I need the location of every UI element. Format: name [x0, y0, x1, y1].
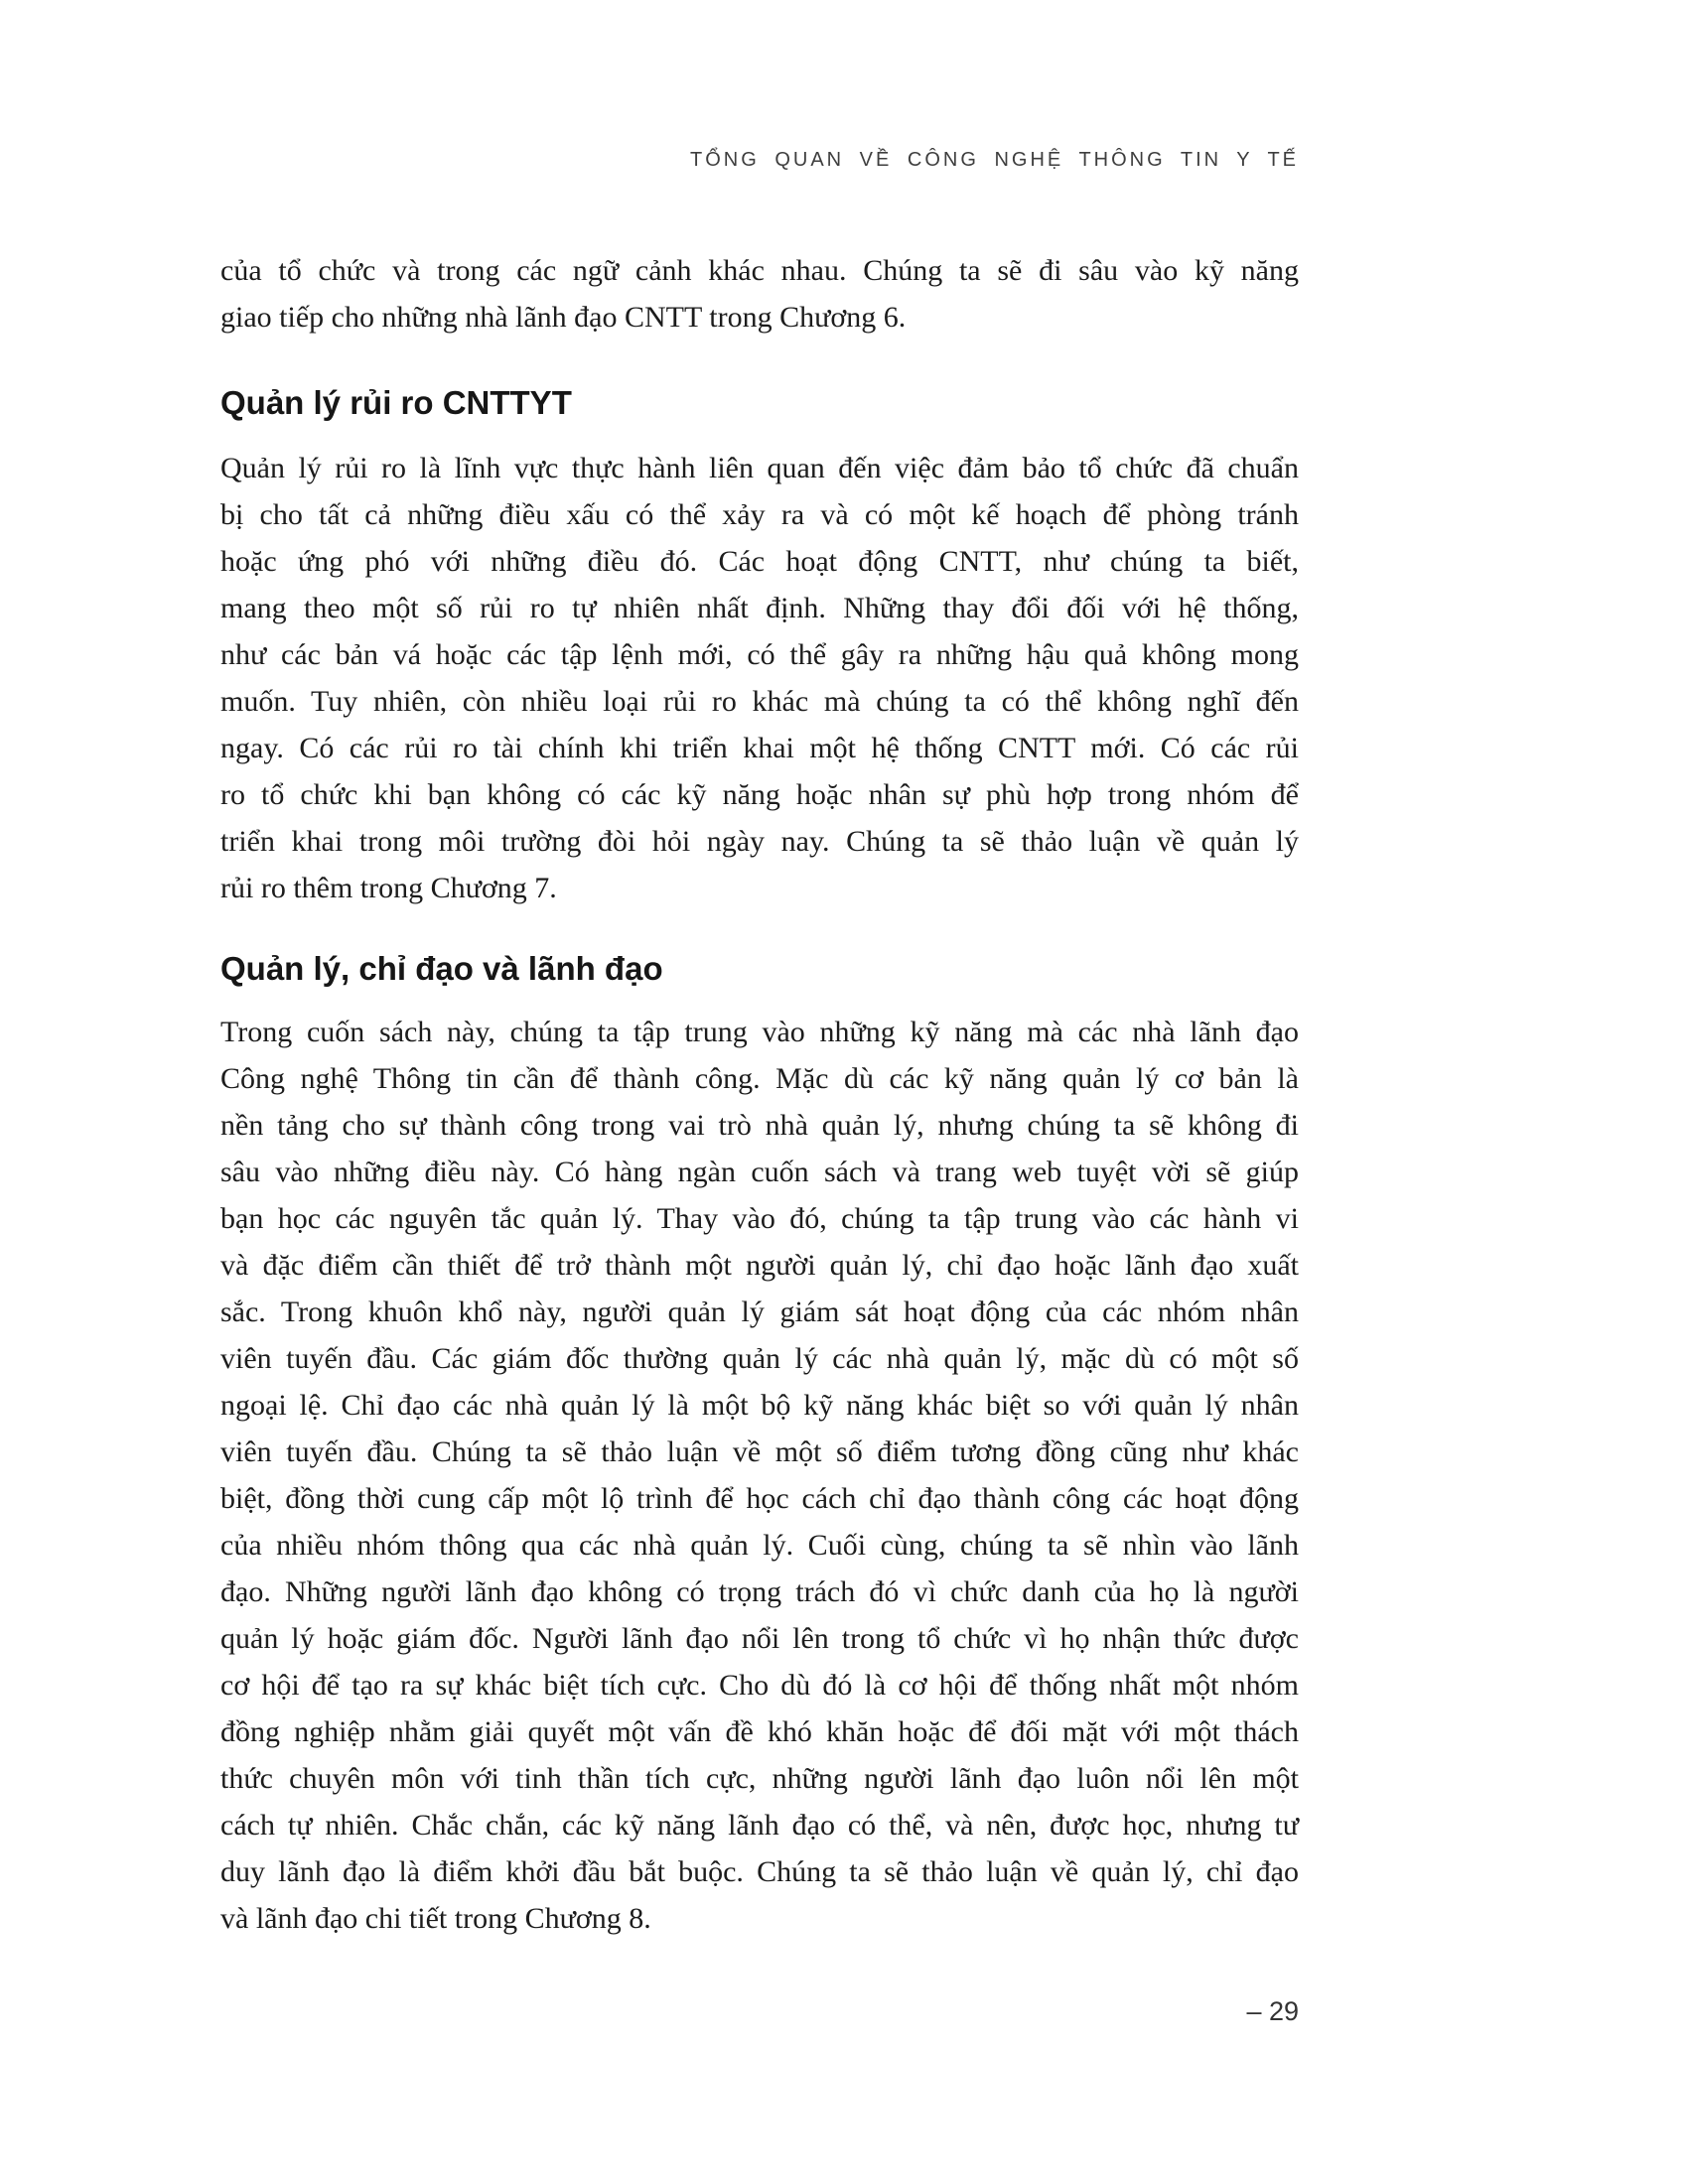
section-heading-risk-management: Quản lý rủi ro CNTTYT [220, 384, 572, 421]
text-line: của tổ chức và trong các ngữ cảnh khác nhau. Chúng ta sẽ đi sâu vào kỹ năng [220, 254, 1299, 287]
text-line: như các bản vá hoặc các tập lệnh mới, có thể gây ra những hậu quả không mong [220, 638, 1299, 671]
text-line: giao tiếp cho những nhà lãnh đạo CNTT trong Chương 6. [220, 301, 907, 334]
text-line: và đặc điểm cần thiết để trở thành một người quản lý, chỉ đạo hoặc lãnh đạo xuất [220, 1249, 1299, 1282]
text-line: sắc. Trong khuôn khổ này, người quản lý giám sát hoạt động của các nhóm nhân [220, 1296, 1299, 1328]
text-line: và lãnh đạo chi tiết trong Chương 8. [220, 1902, 651, 1935]
text-line: Công nghệ Thông tin cần để thành công. Mặc dù các kỹ năng quản lý cơ bản là [220, 1062, 1299, 1095]
text-line: mang theo một số rủi ro tự nhiên nhất định. Những thay đổi đối với hệ thống, [220, 592, 1299, 624]
text-line: triển khai trong môi trường đòi hỏi ngày nay. Chúng ta sẽ thảo luận về quản lý [220, 825, 1299, 858]
text-line: ngoại lệ. Chỉ đạo các nhà quản lý là một bộ kỹ năng khác biệt so với quản lý nhân [220, 1389, 1299, 1422]
text-line: thức chuyên môn với tinh thần tích cực, những người lãnh đạo luôn nổi lên một [220, 1762, 1299, 1795]
running-header: TỔNG QUAN VỀ CÔNG NGHỆ THÔNG TIN Y TẾ [690, 149, 1299, 171]
manage-direct-lead-paragraph [220, 1009, 1299, 1942]
page-number: – 29 [1246, 1996, 1299, 2026]
text-line: bạn học các nguyên tắc quản lý. Thay vào đó, chúng ta tập trung vào các hành vi [220, 1202, 1299, 1235]
text-line: ngay. Có các rủi ro tài chính khi triển khai một hệ thống CNTT mới. Có các rủi [220, 732, 1299, 764]
text-line: duy lãnh đạo là điểm khởi đầu bắt buộc. Chúng ta sẽ thảo luận về quản lý, chỉ đạo [220, 1855, 1299, 1888]
section-heading-manage-direct-lead: Quản lý, chỉ đạo và lãnh đạo [220, 950, 663, 987]
text-line: quản lý hoặc giám đốc. Người lãnh đạo nổi lên trong tổ chức vì họ nhận thức được [220, 1622, 1299, 1655]
text-line: đồng nghiệp nhằm giải quyết một vấn đề khó khăn hoặc để đối mặt với một thách [220, 1715, 1299, 1748]
text-line: hoặc ứng phó với những điều đó. Các hoạt động CNTT, như chúng ta biết, [220, 545, 1299, 578]
risk-management-paragraph [220, 445, 1299, 911]
text-line: rủi ro thêm trong Chương 7. [220, 872, 557, 904]
text-line: Trong cuốn sách này, chúng ta tập trung vào những kỹ năng mà các nhà lãnh đạo [220, 1016, 1299, 1048]
text-line: viên tuyến đầu. Chúng ta sẽ thảo luận về một số điểm tương đồng cũng như khác [220, 1435, 1299, 1468]
text-line: viên tuyến đầu. Các giám đốc thường quản lý các nhà quản lý, mặc dù có một số [220, 1342, 1299, 1375]
intro-paragraph [220, 247, 1299, 341]
text-line: biệt, đồng thời cung cấp một lộ trình để học cách chỉ đạo thành công các hoạt động [220, 1482, 1299, 1515]
text-line: cơ hội để tạo ra sự khác biệt tích cực. Cho dù đó là cơ hội để thống nhất một nhóm [220, 1669, 1299, 1702]
text-line: muốn. Tuy nhiên, còn nhiều loại rủi ro khác mà chúng ta có thể không nghĩ đến [220, 685, 1299, 718]
text-line: ro tổ chức khi bạn không có các kỹ năng hoặc nhân sự phù hợp trong nhóm để [220, 778, 1299, 811]
text-line: cách tự nhiên. Chắc chắn, các kỹ năng lãnh đạo có thể, và nên, được học, nhưng tư [220, 1809, 1299, 1842]
text-line: Quản lý rủi ro là lĩnh vực thực hành liên quan đến việc đảm bảo tổ chức đã chuẩn [220, 452, 1299, 484]
text-line: nền tảng cho sự thành công trong vai trò nhà quản lý, nhưng chúng ta sẽ không đi [220, 1109, 1299, 1142]
text-line: đạo. Những người lãnh đạo không có trọng trách đó vì chức danh của họ là người [220, 1575, 1299, 1608]
text-line: bị cho tất cả những điều xấu có thể xảy ra và có một kế hoạch để phòng tránh [220, 498, 1299, 531]
text-line: sâu vào những điều này. Có hàng ngàn cuốn sách và trang web tuyệt vời sẽ giúp [220, 1156, 1299, 1188]
text-line: của nhiều nhóm thông qua các nhà quản lý. Cuối cùng, chúng ta sẽ nhìn vào lãnh [220, 1529, 1299, 1562]
